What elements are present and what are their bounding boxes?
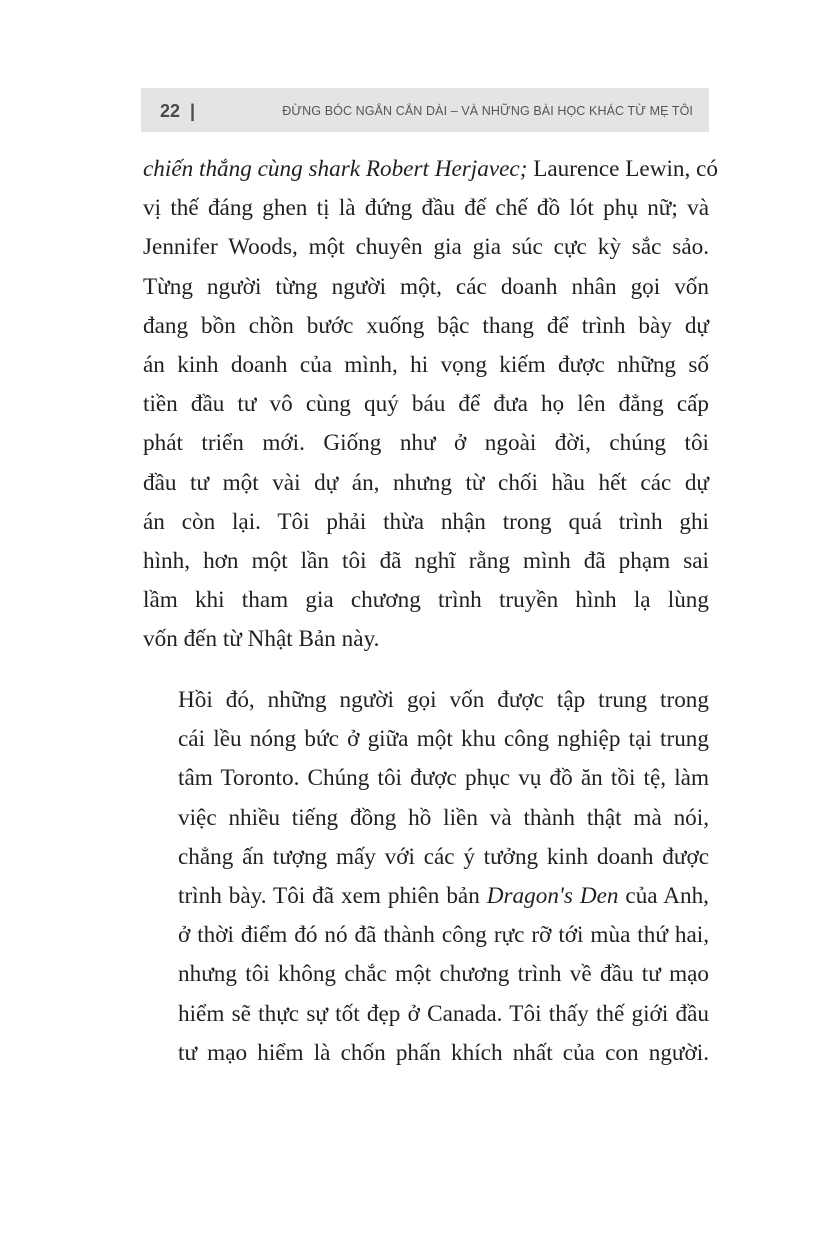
italic-text: Dragon's Den bbox=[486, 883, 619, 910]
running-title: ĐỪNG BÓC NGẮN CẮN DÀI – VÀ NHỮNG BÀI HỌC KHÁC TỪ MẸ TÔI bbox=[282, 104, 693, 118]
text-line: ở thời điểm đó nó đã thành công rực rỡ tới mùa thứ hai, bbox=[178, 922, 709, 949]
text-line: đang bồn chồn bước xuống bậc thang để trình bày dự bbox=[143, 312, 709, 339]
text-line: Từng người từng người một, các doanh nhân gọi vốn bbox=[143, 273, 709, 300]
text-line: hiểm sẽ thực sự tốt đẹp ở Canada. Tôi thấy thế giới đầu bbox=[178, 1000, 709, 1027]
text-line bbox=[143, 877, 709, 916]
text-line: việc nhiều tiếng đồng hồ liền và thành thật mà nói, bbox=[178, 804, 709, 831]
text-line: hình, hơn một lần tôi đã nghĩ rằng mình đã phạm sai bbox=[143, 548, 709, 575]
text-line: vị thế đáng ghen tị là đứng đầu đế chế đồ lót phụ nữ; và bbox=[143, 195, 709, 222]
italic-text: chiến thắng cùng shark Robert Herjavec; bbox=[143, 156, 528, 182]
text-span: Laurence Lewin, có bbox=[527, 156, 718, 182]
paragraph-1 bbox=[143, 150, 718, 660]
paragraph-2 bbox=[143, 681, 709, 1073]
text-line: án kinh doanh của mình, hi vọng kiếm được những số bbox=[143, 352, 709, 379]
text-line: cái lều nóng bức ở giữa một khu công nghiệp tại trung bbox=[178, 726, 709, 753]
text-line: nhưng tôi không chắc một chương trình về đầu tư mạo bbox=[178, 961, 709, 988]
text-line: phát triển mới. Giống như ở ngoài đời, chúng tôi bbox=[143, 430, 709, 457]
text-span: của Anh, bbox=[618, 883, 709, 910]
text-line: án còn lại. Tôi phải thừa nhận trong quá trình ghi bbox=[143, 508, 709, 535]
text-line: Jennifer Woods, một chuyên gia gia súc cực kỳ sắc sảo. bbox=[143, 234, 709, 261]
text-line: vốn đến từ Nhật Bản này. bbox=[143, 626, 380, 653]
text-line bbox=[143, 150, 718, 189]
text-line: tâm Toronto. Chúng tôi được phục vụ đồ ăn tồi tệ, làm bbox=[178, 765, 709, 792]
text-line: chẳng ấn tượng mấy với các ý tưởng kinh doanh được bbox=[178, 843, 709, 870]
text-line: tiền đầu tư vô cùng quý báu để đưa họ lên đẳng cấp bbox=[143, 391, 709, 418]
text-line: tư mạo hiểm là chốn phấn khích nhất của con người. bbox=[178, 1039, 709, 1066]
page-number: 22 bbox=[160, 101, 181, 121]
text-span: trình bày. Tôi đã xem phiên bản bbox=[178, 883, 487, 910]
text-line: lầm khi tham gia chương trình truyền hình lạ lùng bbox=[143, 587, 709, 614]
text-line: Hồi đó, những người gọi vốn được tập trung trong bbox=[178, 687, 709, 713]
text-line: đầu tư một vài dự án, nhưng từ chối hầu hết các dự bbox=[143, 469, 709, 496]
header-separator: | bbox=[190, 101, 196, 121]
